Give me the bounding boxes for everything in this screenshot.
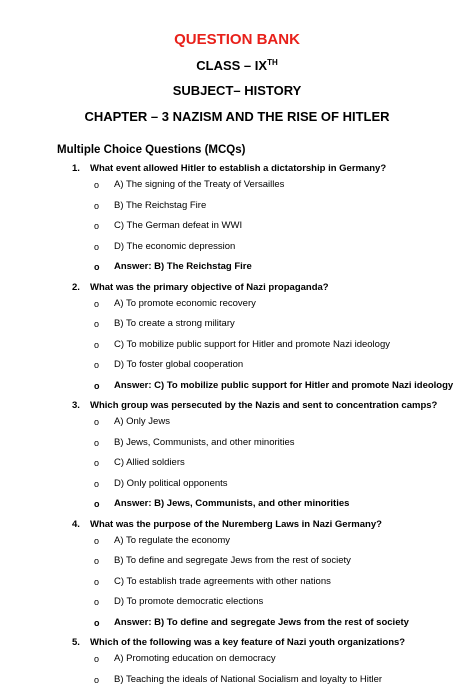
bullet-icon: o bbox=[94, 556, 100, 566]
option-text: A) To promote economic recovery bbox=[114, 297, 256, 309]
bullet-icon: o bbox=[94, 262, 100, 272]
option-list bbox=[0, 416, 474, 510]
bullet-icon: o bbox=[94, 380, 100, 391]
option-list bbox=[0, 179, 474, 273]
option-text: B) Teaching the ideals of National Socialism and loyalty to Hitler bbox=[114, 673, 383, 685]
option-item bbox=[0, 416, 474, 428]
chapter-heading: CHAPTER – 3 NAZISM AND THE RISE OF HITLER bbox=[84, 109, 390, 124]
option-text: A) To regulate the economy bbox=[114, 534, 231, 546]
option-text: C) Allied soldiers bbox=[114, 457, 185, 468]
answer-text: Answer: B) The Reichstag Fire bbox=[114, 261, 252, 272]
question-number: 3. bbox=[72, 400, 80, 411]
question-list bbox=[0, 163, 474, 686]
question-label: What was the primary objective of Nazi propaganda? bbox=[90, 281, 329, 293]
bullet-icon: o bbox=[94, 437, 100, 448]
question-label: Which group was persecuted by the Nazis and sent to concentration camps? bbox=[90, 400, 438, 411]
option-text: A) Only Jews bbox=[114, 416, 170, 427]
question-number: 5. bbox=[72, 637, 80, 648]
option-text: B) Jews, Communists, and other minorities bbox=[114, 436, 295, 448]
document-title: QUESTION BANK bbox=[174, 31, 300, 48]
option-item bbox=[0, 576, 474, 588]
option-list bbox=[0, 298, 474, 392]
option-item bbox=[0, 457, 474, 469]
option-text: B) To define and segregate Jews from the rest of society bbox=[114, 555, 351, 566]
bullet-icon: o bbox=[94, 535, 100, 546]
option-item bbox=[0, 318, 474, 330]
bullet-icon: o bbox=[94, 241, 100, 252]
answer-text: Answer: C) To mobilize public support for Hitler and promote Nazi ideology bbox=[114, 379, 454, 391]
question-label: What was the purpose of the Nuremberg Laws in Nazi Germany? bbox=[90, 518, 382, 530]
option-item bbox=[0, 437, 474, 449]
question-text bbox=[0, 519, 474, 531]
question-label: What event allowed Hitler to establish a dictatorship in Germany? bbox=[90, 163, 387, 174]
question-text bbox=[0, 282, 474, 294]
option-item bbox=[0, 200, 474, 212]
option-item bbox=[0, 179, 474, 191]
bullet-icon: o bbox=[94, 180, 100, 190]
question-item bbox=[0, 637, 474, 686]
question-label: Which of the following was a key feature of Nazi youth organizations? bbox=[90, 637, 406, 648]
option-text: B) To create a strong military bbox=[114, 318, 235, 329]
option-text: D) To promote democratic elections bbox=[114, 596, 264, 607]
option-item bbox=[0, 596, 474, 608]
document-page bbox=[0, 31, 474, 700]
bullet-icon: o bbox=[94, 499, 100, 509]
option-list bbox=[0, 535, 474, 629]
bullet-icon: o bbox=[94, 458, 100, 468]
option-item bbox=[0, 555, 474, 567]
question-item bbox=[0, 400, 474, 510]
option-text: C) To establish trade agreements with other nations bbox=[114, 575, 331, 587]
option-text: C) To mobilize public support for Hitler and promote Nazi ideology bbox=[114, 338, 390, 350]
option-list bbox=[0, 653, 474, 686]
bullet-icon: o bbox=[94, 576, 100, 587]
question-number: 1. bbox=[72, 163, 80, 174]
question-number: 2. bbox=[72, 281, 80, 293]
option-item bbox=[0, 241, 474, 253]
class-heading bbox=[0, 58, 474, 74]
option-text: C) The German defeat in WWI bbox=[114, 220, 243, 231]
bullet-icon: o bbox=[94, 221, 100, 231]
question-text bbox=[0, 637, 474, 649]
option-text: D) To foster global cooperation bbox=[114, 359, 244, 370]
bullet-icon: o bbox=[94, 654, 100, 664]
bullet-icon: o bbox=[94, 360, 100, 370]
subject-heading: SUBJECT– HISTORY bbox=[172, 83, 302, 98]
bullet-icon: o bbox=[94, 478, 100, 489]
class-label: CLASS – IX bbox=[196, 58, 268, 73]
question-item bbox=[0, 163, 474, 273]
option-text: A) The signing of the Treaty of Versailles bbox=[114, 179, 285, 190]
answer-text: Answer: B) To define and segregate Jews from the rest of society bbox=[114, 616, 409, 628]
answer-item bbox=[0, 617, 474, 629]
answer-text: Answer: B) Jews, Communists, and other minorities bbox=[114, 498, 350, 509]
bullet-icon: o bbox=[94, 200, 100, 211]
class-superscript: TH bbox=[267, 58, 278, 67]
option-item bbox=[0, 653, 474, 665]
section-title: Multiple Choice Questions (MCQs) bbox=[57, 144, 246, 156]
option-item bbox=[0, 478, 474, 490]
bullet-icon: o bbox=[94, 319, 100, 329]
option-item bbox=[0, 298, 474, 310]
bullet-icon: o bbox=[94, 417, 100, 427]
option-item bbox=[0, 674, 474, 686]
option-text: D) Only political opponents bbox=[114, 477, 228, 489]
bullet-icon: o bbox=[94, 617, 100, 628]
option-item bbox=[0, 535, 474, 547]
option-item bbox=[0, 339, 474, 351]
option-item bbox=[0, 220, 474, 232]
option-text: D) The economic depression bbox=[114, 240, 236, 252]
question-item bbox=[0, 519, 474, 629]
answer-item bbox=[0, 498, 474, 510]
question-item bbox=[0, 282, 474, 392]
question-text bbox=[0, 400, 474, 412]
option-text: B) The Reichstag Fire bbox=[114, 199, 207, 211]
option-item bbox=[0, 359, 474, 371]
bullet-icon: o bbox=[94, 339, 100, 350]
option-text: A) Promoting education on democracy bbox=[114, 653, 276, 664]
question-number: 4. bbox=[72, 518, 80, 530]
bullet-icon: o bbox=[94, 674, 100, 685]
bullet-icon: o bbox=[94, 298, 100, 309]
answer-item bbox=[0, 380, 474, 392]
question-text bbox=[0, 163, 474, 175]
bullet-icon: o bbox=[94, 597, 100, 607]
answer-item bbox=[0, 261, 474, 273]
